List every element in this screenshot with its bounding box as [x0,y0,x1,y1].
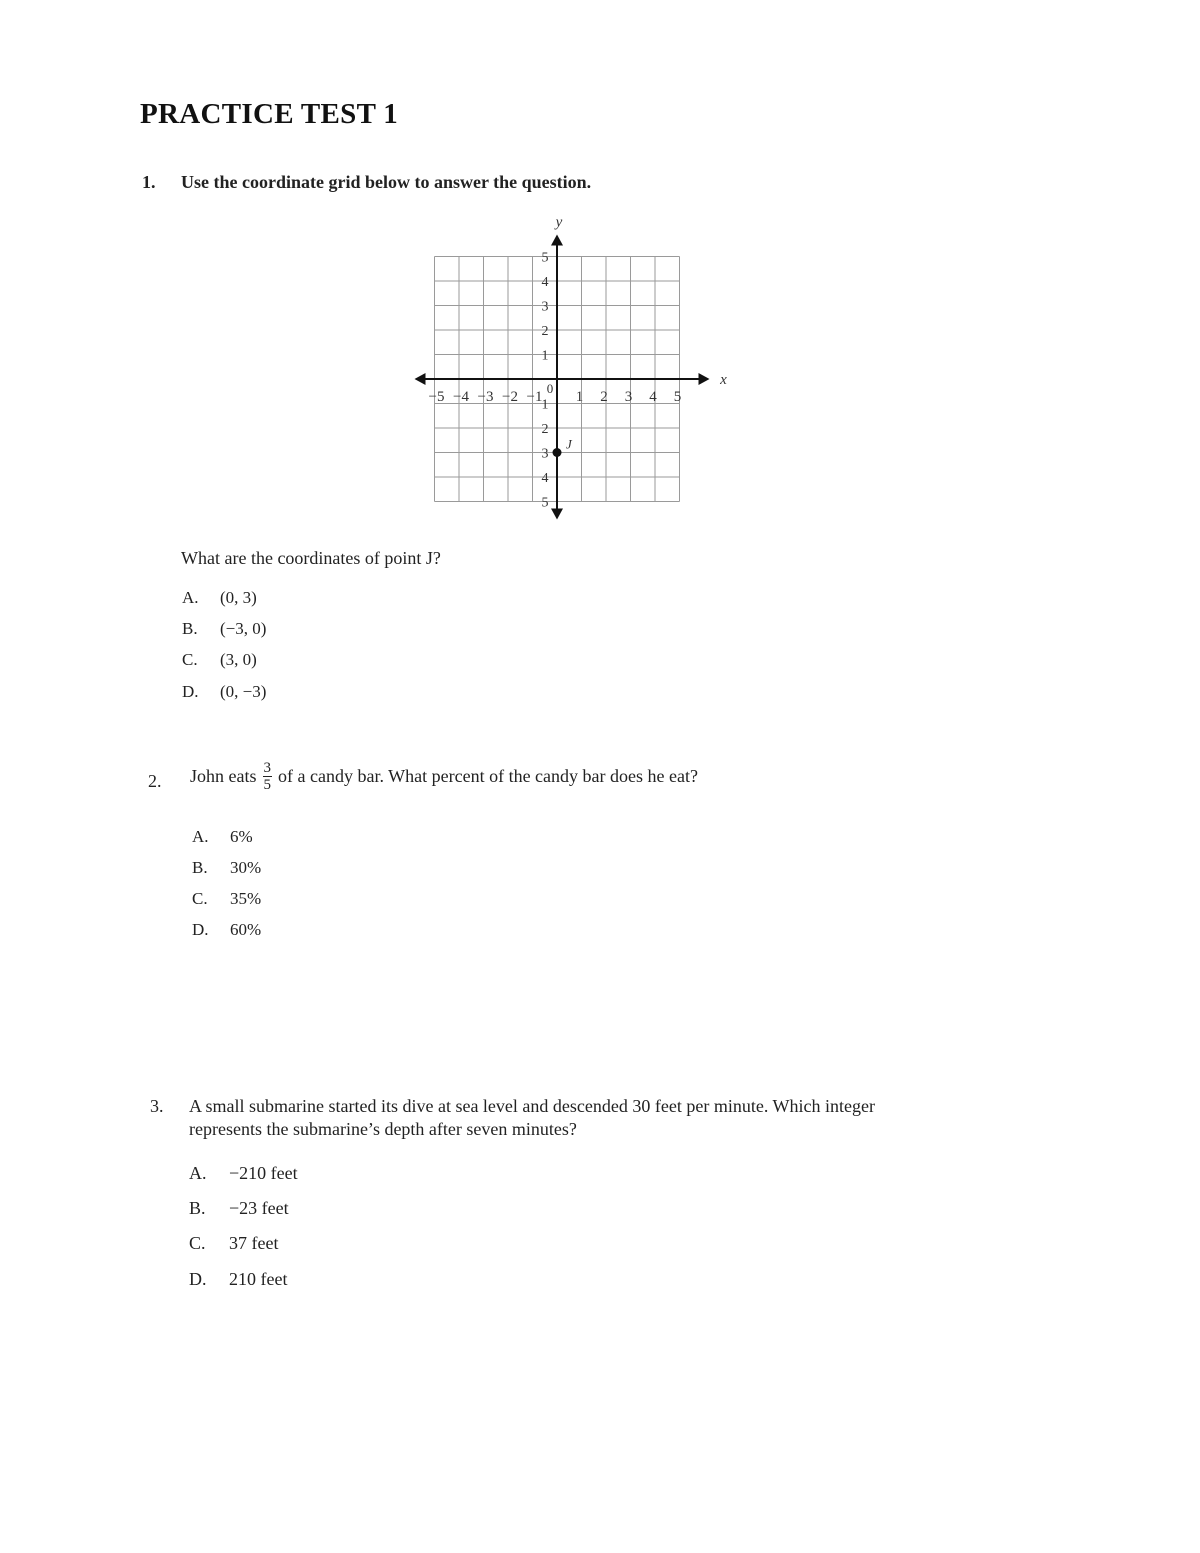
y-tick-label: 4 [541,471,549,486]
q3-text-line1: A small submarine started its dive at sea level and descended 30 feet per minute. Which integer [189,1096,875,1116]
choice-letter: D. [189,1269,207,1289]
choice-letter: C. [189,1233,206,1253]
page-title: PRACTICE TEST 1 [140,98,399,130]
q1-choice-a[interactable] [182,588,257,608]
coordinate-grid [400,212,740,532]
q2-choice-c[interactable] [192,889,261,909]
y-tick-label: 5 [541,495,549,511]
y-axis-arrow-up [551,235,563,246]
x-axis-arrow-right [699,373,710,385]
q1-choice-b[interactable] [182,619,266,639]
q2-text-after: of a candy bar. What percent of the candy bar does he eat? [278,766,698,786]
choice-text: 30% [230,858,262,877]
q2-choice-d[interactable] [192,920,261,940]
x-tick-label: 2 [600,389,608,405]
y-tick-label: 1 [541,397,549,413]
choice-text: 6% [230,827,253,846]
y-tick-label: 5 [541,250,549,266]
q1-number: 1. [142,172,156,192]
axes [415,215,728,520]
choice-letter: B. [192,858,208,877]
y-tick-label: 4 [541,275,549,290]
choice-text: 35% [230,889,262,908]
choice-letter: A. [192,827,209,846]
x-tick-label: 3 [624,389,633,405]
choice-text: (−3, 0) [220,619,267,638]
choice-text: −23 feet [229,1198,289,1218]
x-tick-label: −2 [502,389,518,405]
fraction [263,760,273,793]
q2-choice-b[interactable] [192,858,261,878]
q3-number: 3. [150,1096,164,1116]
choice-text: (3, 0) [220,650,257,669]
choice-letter: D. [192,920,209,939]
y-axis-arrow-down [551,509,563,520]
y-tick-label: 3 [541,446,549,462]
q1-text: Use the coordinate grid below to answer the question. [181,172,592,192]
point-j [553,448,562,457]
choice-text: 60% [230,920,262,939]
y-tick-label: 2 [541,324,549,339]
q3-choice-b[interactable] [189,1198,289,1219]
choice-letter: D. [182,682,199,701]
q3-choice-a[interactable] [189,1163,298,1184]
q2-text-before: John eats [190,766,257,786]
q1-choice-d[interactable] [182,682,266,702]
choice-letter: B. [189,1198,206,1218]
x-tick-label: −4 [453,389,469,405]
choice-text: 37 feet [229,1233,279,1253]
choice-text: −210 feet [229,1163,298,1183]
q3-choice-c[interactable] [189,1233,278,1254]
choice-letter: C. [182,650,198,669]
origin-label: 0 [546,381,554,396]
q2-text [190,760,698,793]
x-tick-label: 4 [649,389,657,405]
x-axis-label: x [720,372,727,388]
choice-letter: B. [182,619,198,638]
x-tick-label: 5 [673,389,682,405]
choice-letter: A. [189,1163,207,1183]
x-tick-label: −1 [526,389,543,405]
fraction-denominator: 5 [263,777,271,793]
tick-labels [429,251,682,511]
choice-text: (0, 3) [220,588,257,607]
y-tick-label: 2 [541,422,549,437]
fraction-numerator: 3 [263,760,271,776]
q3-choice-d[interactable] [189,1269,287,1290]
choice-text: 210 feet [229,1269,288,1289]
choice-text: (0, −3) [220,682,267,701]
q2-number: 2. [148,771,162,791]
q1-choice-c[interactable] [182,650,257,670]
points [553,437,574,458]
x-tick-label: −5 [428,389,445,405]
y-tick-label: 3 [541,299,549,315]
x-axis-arrow-left [415,373,426,385]
y-tick-label: 1 [541,348,549,364]
choice-letter: C. [192,889,208,908]
x-tick-label: −3 [477,389,494,405]
y-axis-label: y [555,214,563,231]
point-label: J [566,436,572,452]
q2-choice-a[interactable] [192,827,253,847]
q3-text-line2: represents the submarine’s depth after seven minutes? [189,1119,577,1139]
q1-prompt: What are the coordinates of point J? [181,548,441,568]
choice-letter: A. [182,588,199,607]
x-tick-label: 1 [575,389,584,405]
